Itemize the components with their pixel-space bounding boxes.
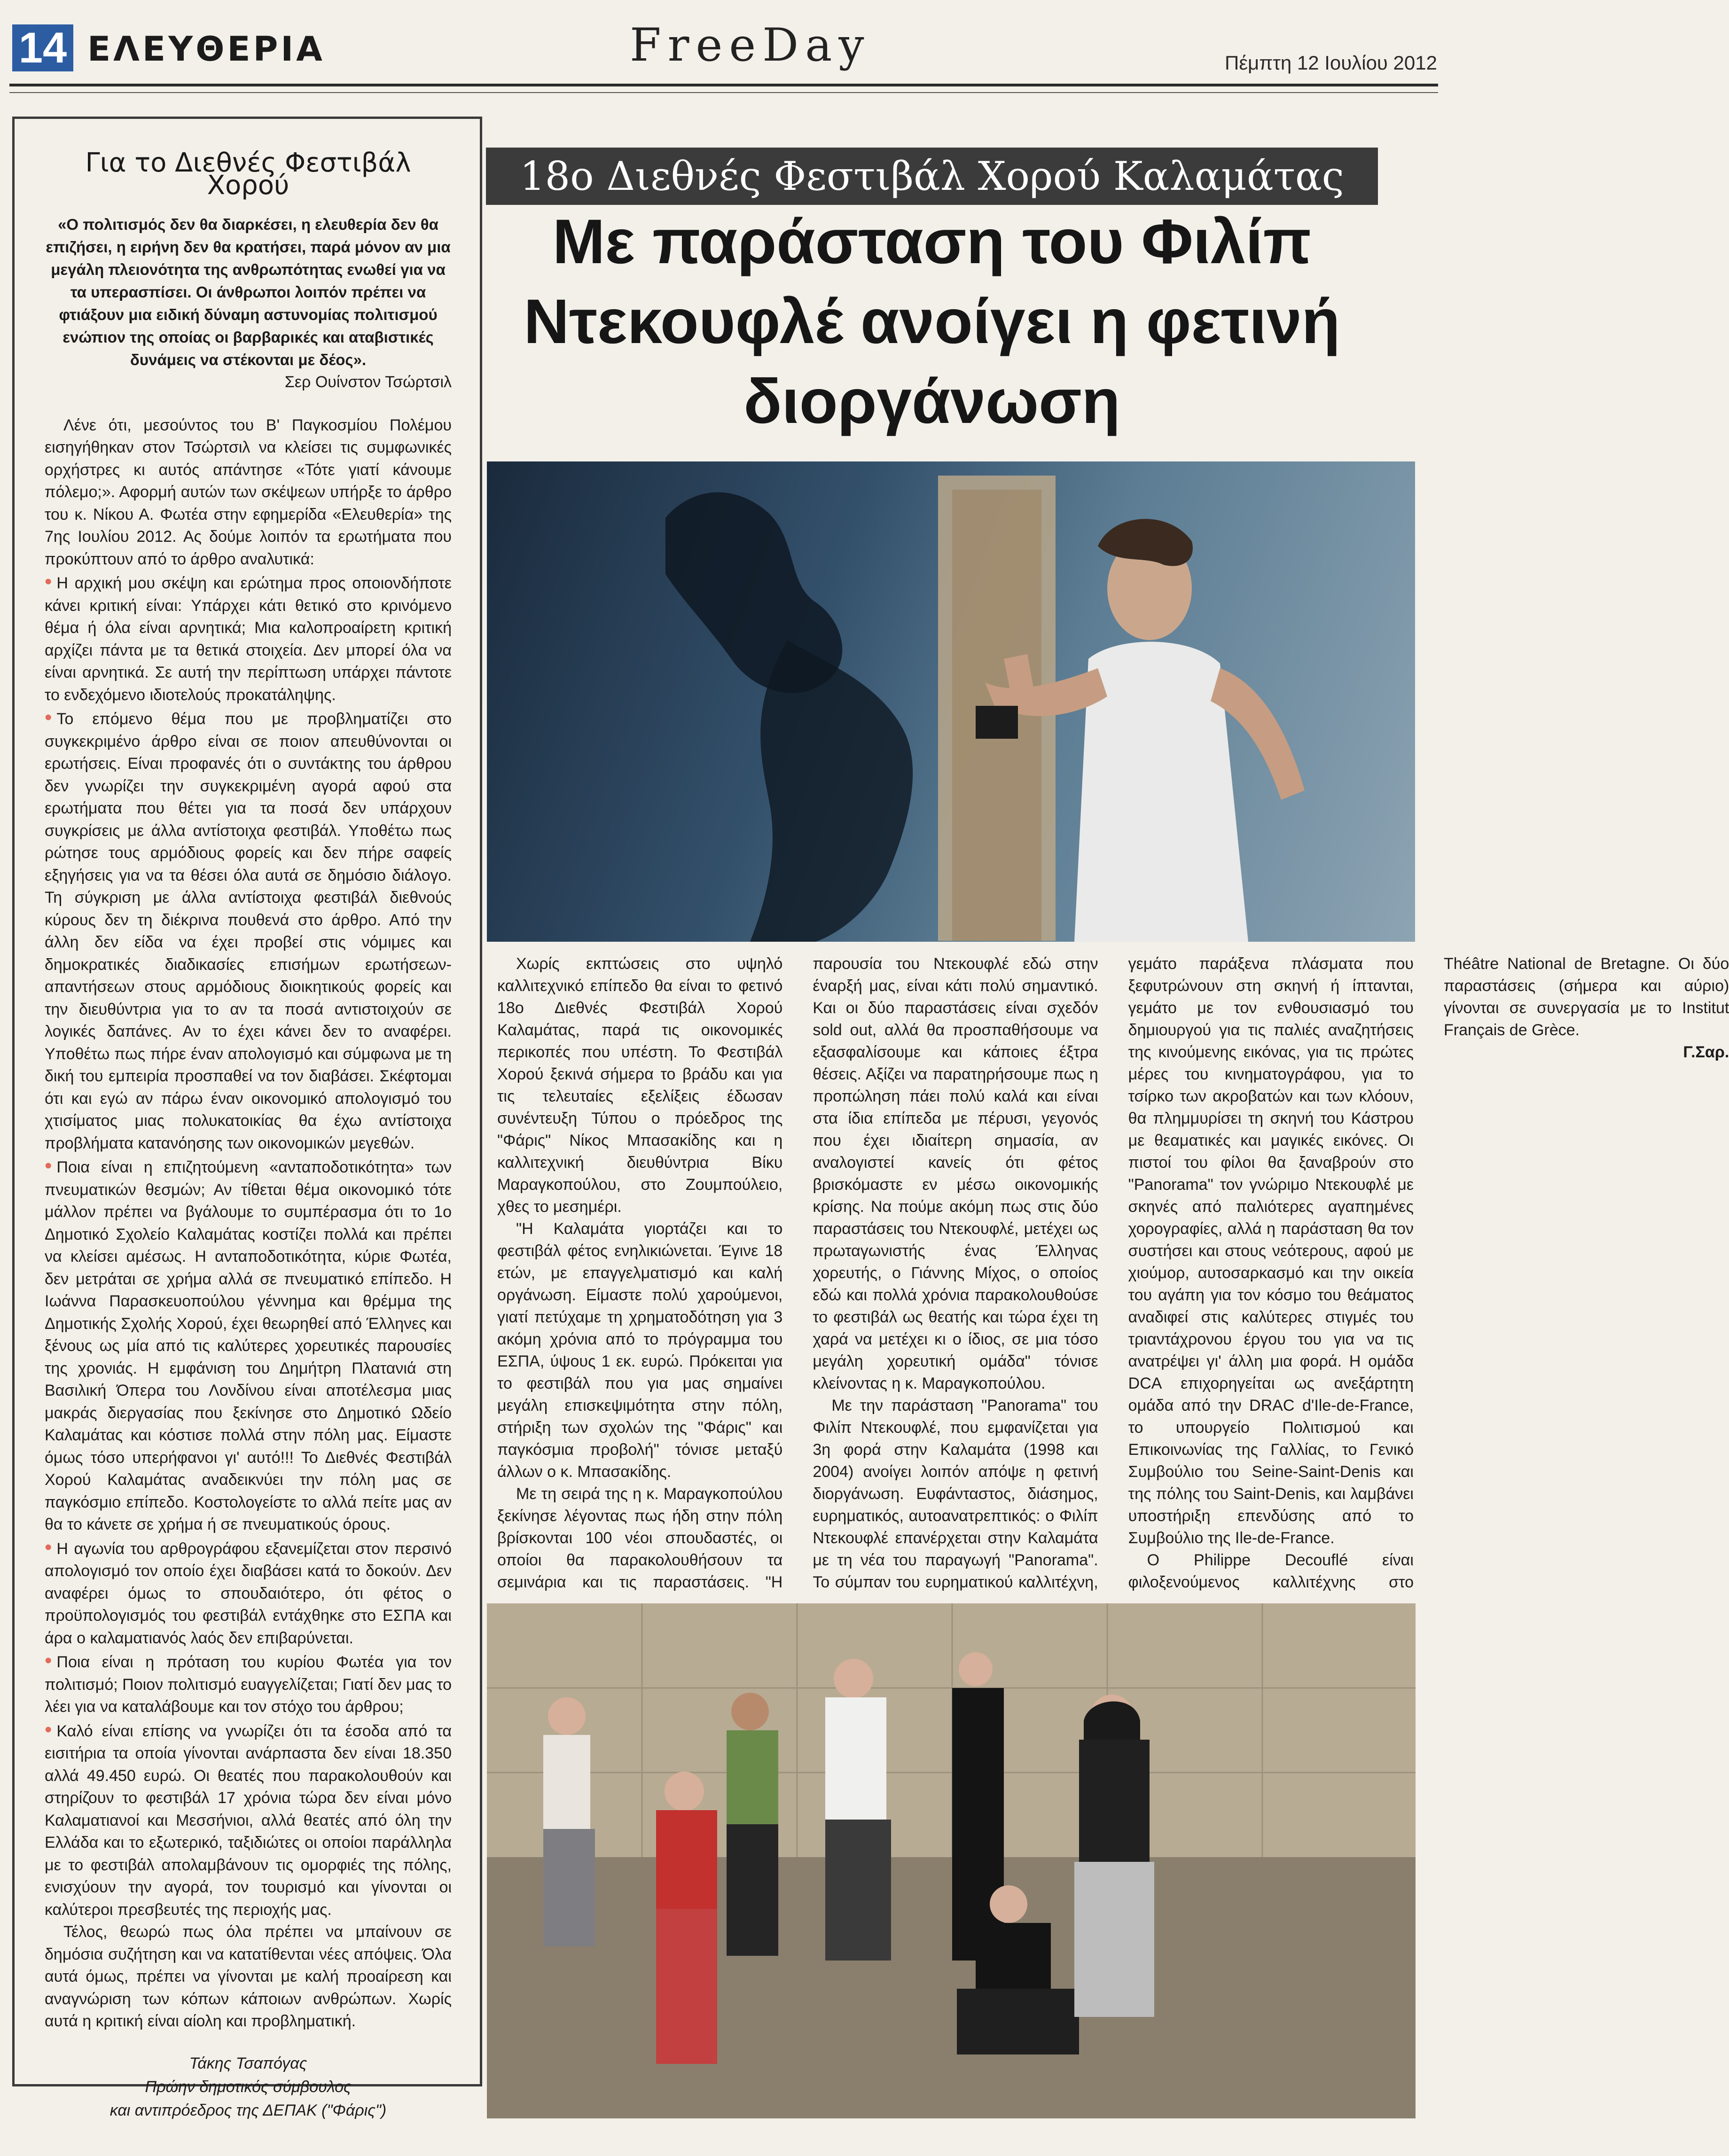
opinion-paragraph: • Το επόμενο θέμα που με προβληματίζει στο συγκεκριμένο άρθρο είναι σε ποιον απευθύνονται οι ερωτήσεις. Είναι προφανές ότι ο συντάκτης του άρθρου δεν γνωρίζει την συγκεκριμένη αγορά αφού στα ερωτήματα που θέτει για τα ποσά δεν υπάρχουν συγκρίσεις με άλλα αντίστοιχα φεστιβάλ. Υποθέτω πως ρώτησε τους αρμόδιους φορείς και δεν πήρε σαφείς εξηγήσεις για να τα θέσει όλα αυτά σε δημόσιο διάλογο. Τη σύγκριση με άλλα αντίστοιχα φεστιβάλ διεθνούς κύρους δεν τη διέκρινα πουθενά στο άρθρο. Από την άλλη δεν είδα να έχει προβεί στις νόμιμες και δημοκρατικές διαδικασίες επισήμων ερωτήσεων-απαντήσεων στους αρμόδιους διοικητικούς φορείς και την διευθύντρια για το αν τα ποσά αντιστοιχούν σε λογικές δαπάνες. Αν το έχει κάνει δεν το αναφέρει. Υποθέτω πως πήρε έναν απολογισμό και σύμφωνα με τη δική του εμπειρία προσπαθεί να τον διαβάσει. Σκέφτομαι ότι και εγώ αν πάρω έναν οικονομικό απολογισμό του χτισίματος μιας πολυκατοικίας θα έχω αντίστοιχα προβλήματα κατανόησης των οικονομικών μεγεθών. bbox=[45, 706, 452, 1155]
rehearsal-group-photo bbox=[487, 1603, 1416, 2118]
article-author-initials: Γ.Σαρ. bbox=[1683, 1043, 1729, 1061]
issue-date: Πέμπτη 12 Ιουλίου 2012 bbox=[1225, 52, 1437, 74]
opinion-paragraph: • Η αρχική μου σκέψη και ερώτημα προς οποιονδήποτε κάνει κριτική είναι: Υπάρχει κάτι θετικό στο κρινόμενο θέμα ή όλα είναι αρνητικά; Μια καλοπροαίρετη κριτική αρχίζει πάντα με τα θετικά στοιχεία. Δεν μπορεί όλα να είναι αρνητικά. Σε αυτή την περίπτωση υπάρχει πάντοτε το ενδεχόμενο ιδιοτελούς προκατάληψης. bbox=[45, 570, 452, 706]
opinion-paragraph: Λένε ότι, μεσούντος του Β' Παγκοσμίου Πολέμου εισηγήθηκαν στον Τσώρτσιλ να κλείσει τις συμφωνικές ορχήστρες κι αυτός απάντησε «Τότε γιατί κάνουμε πόλεμο;». Αφορμή αυτών των σκέψεων υπήρξε το άρθρο του κ. Νίκου Α. Φωτέα στην εφημερίδα «Ελευθερία» της 7ης Ιουλίου 2012. Ας δούμε λοιπόν τα ερωτήματα που προκύπτουν από το άρθρο αναλυτικά: bbox=[45, 416, 452, 568]
header-rule bbox=[9, 84, 1438, 86]
page-number: 14 bbox=[12, 24, 73, 71]
opinion-body bbox=[45, 414, 452, 2033]
opinion-title: Για το Διεθνές Φεστιβάλ Χορού bbox=[85, 148, 411, 201]
epigraph-author: Σερ Ουίνστον Τσώρτσιλ bbox=[284, 373, 452, 391]
newspaper-name: ΕΛΕΥΘΕΡΙΑ bbox=[87, 29, 325, 69]
dancer-shadow-photo bbox=[487, 461, 1415, 942]
signature-role: και αντιπρόεδρος της ΔΕΠΑΚ ("Φάρις") bbox=[110, 2101, 387, 2119]
opinion-signature bbox=[45, 2052, 452, 2122]
dancers-rehearsal-illustration bbox=[487, 1603, 1416, 2118]
opinion-paragraph: • Ποια είναι η πρόταση του κυρίου Φωτέα για τον πολιτισμό; Ποιον πολιτισμό ευαγγελίζεται; Γιατί δεν μας το λέει για να καταλάβουμε και τον στόχο του άρθρου; bbox=[45, 1649, 452, 1719]
opinion-paragraph: Τέλος, θεωρώ πως όλα πρέπει να μπαίνουν σε δημόσια συζήτηση και να κατατίθενται νέες απόψεις. Όλα αυτά όμως, πρέπει να γίνονται με καλή προαίρεση και αναγνώριση των κόπων κάποιων ανθρώπων. Χωρίς αυτά η κριτική είναι αίολη και προβληματική. bbox=[45, 1923, 452, 2030]
article-headline: Με παράσταση του Φιλίπ Ντεκουφλέ ανοίγει η φετινή διοργάνωση bbox=[524, 207, 1340, 437]
article-body bbox=[497, 953, 1729, 1597]
article-paragraph: Με τη σειρά της η κ. Μαραγκοπούλου ξεκίνησε λέγοντας πως ήδη στην πόλη βρίσκονται 100 νέοι σπουδαστές, οι οποίοι θα παρακολουθήσουν τα σεμινάρια και τις παραστάσεις. "Η παρουσία του Ντεκουφλέ εδώ στην έναρξή μας, είναι κάτι πολύ σημαντικό. Και οι δύο παραστάσεις είναι σχεδόν sold out, αλλά θα προσπαθήσουμε να εξασφαλίσουμε και κάποιες έξτρα θέσεις. Αξίζει να παρατηρήσουμε πως η προπώληση πάει πολύ καλά και είναι στα ίδια επίπεδα με πέρυσι, γεγονός που έχει ιδιαίτερη σημασία, αν αναλογιστεί κανείς ότι φέτος βρισκόμαστε εν μέσω οικονομικής κρίσης. Να πούμε ακόμη πως στις δύο παραστάσεις του Ντεκουφλέ, μετέχει ως πρωταγωνιστής ένας Έλληνας χορευτής, ο Γιάννης Μίχος, ο οποίος εδώ και πολλά χρόνια παρακολουθούσε το φεστιβάλ ως θεατής και τώρα έχει τη χαρά να μετέχει κι ο ίδιος, σε μια τόσο μεγάλη χορευτική ομάδα" τόνισε κλείνοντας η κ. Μαραγκοπούλου. bbox=[497, 955, 1098, 1591]
signature-role: Πρώην δημοτικός σύμβουλος bbox=[145, 2078, 352, 2096]
article-kicker: 18ο Διεθνές Φεστιβάλ Χορού Καλαμάτας bbox=[486, 148, 1378, 205]
opinion-column bbox=[12, 117, 482, 2119]
page-header bbox=[0, 0, 1442, 89]
dancer-shadow-illustration bbox=[487, 461, 1415, 942]
opinion-paragraph: • Καλό είναι επίσης να γνωρίζει ότι τα έσοδα από τα εισιτήρια τα οποία γίνονται ανάρπαστα δεν είναι 18.350 αλλά 49.450 ευρώ. Οι θεατές που παρακολουθούν και στηρίζουν το φεστιβάλ 17 χρόνια τώρα δεν είναι μόνο Καλαματιανοί και Μεσσήνιοι, αλλά θεατές από όλη την Ελλάδα και το εξωτερικό, ταξιδιώτες οι οποίοι παράλληλα με το φεστιβάλ απολαμβάνουν τις ομορφιές της πόλης, ενισχύουν την αγορά, τον τουρισμό και γίνονται οι καλύτεροι πρεσβευτές της περιοχής μας. bbox=[45, 1719, 452, 1922]
opinion-paragraph: • Ποια είναι η επιζητούμενη «ανταποδοτικότητα» των πνευματικών θεσμών; Αν τίθεται θέμα οικονομικό τότε μάλλον πρέπει να βγάλουμε το συμπέρασμα ότι το 1ο Δημοτικό Σχολείο Καλαμάτας κοστίζει πολλά και πρέπει να κλείσει αμέσως. Η ανταποδοτικότητα, κύριε Φωτέα, δεν μετράται σε χρήμα αλλά σε πνευματικό επίπεδο. Η Ιωάννα Παρασκευοπούλου γέννημα και θρέμμα της Δημοτικής Σχολής Χορού, έχει θεωρηθεί από Έλληνες και ξένους ως μία από τις καλύτερες χορευτικές παρουσίες της χρονιάς. Η εμφάνιση του Δημήτρη Πλατανιά στη Βασιλική Όπερα του Λονδίνου είναι αποτέλεσμα μιας μακράς διεργασίας που ξεκίνησε στο Δημοτικό Ωδείο Καλαμάτας και κόστισε πολλά στην πόλη μας. Είμαστε όμως τόσο υπερήφανοι γι' αυτό!!! Το Διεθνές Φεστιβάλ Χορού Καλαμάτας αναδεικνύει την πόλη μας σε παγκόσμιο επίπεδο. Κοστολογείστε το αλλά πείτε μας αν θα το κάνετε σε χρήμα ή σε πνευματικούς όρους. bbox=[45, 1155, 452, 1536]
article-paragraph: Ο Philippe Decouflé είναι φιλοξενούμενος καλλιτέχνης στο Théâtre National de Bretagne. Οι δύο παραστάσεις (σήμερα και αύριο) γίνονται σε συνεργασία με το Institut Français de Grèce. bbox=[1128, 955, 1729, 1591]
signature-name: Τάκης Τσαπόγας bbox=[189, 2054, 307, 2072]
article-paragraph: Με την παράσταση "Panorama" του Φιλίπ Ντεκουφλέ, που εμφανίζεται για 3η φορά στην Καλαμάτα (1998 και 2004) ανοίγει λοιπόν απόψε η φετινή διοργάνωση. Ευφάνταστος, διάσημος, ευρηματικός, αυτοανατρεπτικός: ο Φιλίπ Ντεκουφλέ επανέρχεται στην Καλαμάτα με τη νέα του παραγωγή "Panorama". Το σύμπαν του ευρηματικού καλλιτέχνη, γεμάτο παράξενα πλάσματα που ξεφυτρώνουν στη σκηνή ή ίπτανται, γεμάτο με τον ενθουσιασμό του δημιουργού για τις παλιές αναζητήσεις της κινούμενης εικόνας, για τις πρώτες μέρες του κινηματογράφου, για το τσίρκο των ακροβατών και των κλόουν, θα πλημμυρίσει τη σκηνή του Κάστρου με θεαματικές και μαγικές εικόνες. Οι πιστοί του φίλοι θα ξαναβρούν στο "Panorama" τον γνώριμο Ντεκουφλέ με σκηνές από παλιότερες αγαπημένες χορογραφίες, αλλά η παράσταση θα τον συστήσει και στους νεότερους, αφού με χιούμορ, αυτοσαρκασμό και την οικεία του αγάπη για τον κόσμο του θεάματος αναδιφεί στις καλύτερες στιγμές του τριαντάχρονου έργου του για να τις ανατρέψει γι' άλλη μια φορά. Η ομάδα DCA επιχορηγείται ως ανεξάρτητη ομάδα από την DRAC d'Ile-de-France, το υπουργείο Πολιτισμού και Επικοινωνίας της Γαλλίας, το Γενικό Συμβούλιο του Seine-Saint-Denis και της πόλης του Saint-Denis, και λαμβάνει υποστήριξη επενδύσης από το Συμβούλιο της Ile-de-France. bbox=[813, 955, 1414, 1591]
opinion-paragraph: • Η αγωνία του αρθρογράφου εξανεμίζεται στον περσινό απολογισμό τον οποίο έχει διαβάσει κατά το δοκούν. Δεν αναφέρει όμως το σπουδαιότερο, ότι φέτος ο προϋπολογισμός του φεστιβάλ εντάχθηκε στο ΕΣΠΑ και άρα ο καλαματιανός λαός δεν επιβαρύνεται. bbox=[45, 1536, 452, 1650]
epigraph-quote: «Ο πολιτισμός δεν θα διαρκέσει, η ελευθερία δεν θα επιζήσει, η ειρήνη δεν θα κρατήσει, παρά μόνον αν μια μεγάλη πλειονότητα της ανθρωπότητας ενωθεί για να τα υπερασπίσει. Οι άνθρωποι λοιπόν πρέπει να φτιάξουν μια ειδική δύναμη αστυνομίας πολιτισμού ενώπιον της οποίας οι βαρβαρικές και αταβιστικές δυνάμεις να στέκονται με δέος». bbox=[46, 216, 451, 368]
article-paragraph: Χωρίς εκπτώσεις στο υψηλό καλλιτεχνικό επίπεδο θα είναι το φετινό 18ο Διεθνές Φεστιβάλ Χορού Καλαμάτας, παρά τις οικονομικές περικοπές που υπέστη. Το Φεστιβάλ Χορού ξεκινά σήμερα το βράδυ και για τις τελευταίες εξελίξεις έδωσαν συνέντευξη Τύπου ο πρόεδρος της "Φάρις" Νίκος Μπασακίδης και η καλλιτεχνική διευθύντρια Βίκυ Μαραγκοπούλου, στο Ζουμπούλειο, χθες το μεσημέρι. bbox=[497, 955, 783, 1216]
header-rule-thin bbox=[9, 92, 1438, 93]
article-paragraph: "Η Καλαμάτα γιορτάζει και το φεστιβάλ φέτος ενηλικιώνεται. Έγινε 18 ετών, με επαγγελματισμό και καλή οργάνωση. Είμαστε πολύ χαρούμενοι, γιατί πετύχαμε τη χρηματοδότηση για 3 ακόμη χρόνια από το πρόγραμμα του ΕΣΠΑ, ύψους 1 εκ. ευρώ. Πρόκειται για το φεστιβάλ που για μας σημαίνει μεγάλη επισκεψιμότητα στην πόλη, στήριξη των σχολών της "Φάρις" και παγκόσμια προβολή" τόνισε μεταξύ άλλων ο κ. Μπασακίδης. bbox=[497, 1220, 783, 1481]
section-name: FreeDay bbox=[630, 19, 871, 71]
